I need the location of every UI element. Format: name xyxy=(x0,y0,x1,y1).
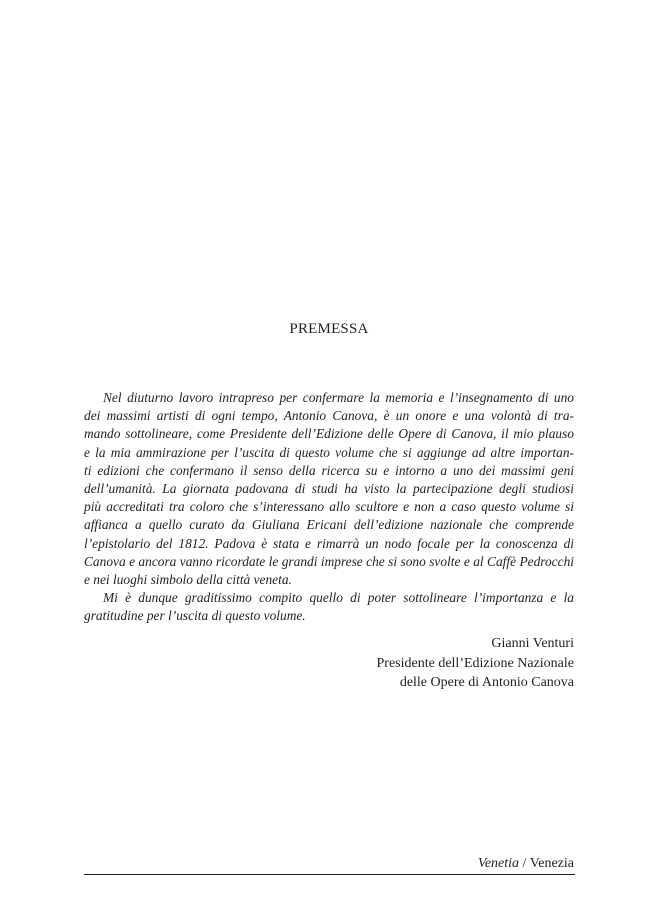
text-line: gratitudine per l’uscita di questo volume. xyxy=(84,608,306,624)
signatory-role-continued: delle Opere di Antonio Canova xyxy=(399,675,574,690)
text-line: affianca a quello curato da Giuliana Ericani dell’edizione nazionale che comprende xyxy=(84,517,574,533)
paragraph-1 xyxy=(84,389,574,589)
text-line: ti edizioni che confermano il senso della ricerca su e intorno a uno dei massimi geni xyxy=(84,462,574,478)
text-line: e la mia ammirazione per l’uscita di questo volume che si aggiunge ad altre importan- xyxy=(84,444,574,460)
page-title: PREMESSA xyxy=(289,321,369,337)
text-line: mando sottolineare, come Presidente dell’Edizione delle Opere di Canova, il mio plauso xyxy=(84,426,574,442)
text-line: Mi è dunque graditissimo compito quello di poter sottolineare l’importanza e la xyxy=(103,590,574,606)
running-footer xyxy=(478,856,574,872)
preface-body xyxy=(84,389,574,626)
footer-title-italic: Venetia xyxy=(477,856,520,871)
footer-rule xyxy=(84,874,575,875)
text-line: l’epistolario del 1812. Padova è stata e rimarrà un nodo focale per la conoscenza di xyxy=(84,535,574,551)
text-line: Canova e ancora vanno ricordate le grandi imprese che si sono svolte e al Caffè Pedrocchi xyxy=(84,553,574,569)
text-line: più accreditati tra coloro che s’interessano allo scultore e non a caso questo volume si xyxy=(84,499,574,515)
text-line: e nei luoghi simbolo della città veneta. xyxy=(84,572,292,588)
text-line: Nel diuturno lavoro intrapreso per confermare la memoria e l’insegnamento di uno xyxy=(103,390,574,405)
paragraph-2 xyxy=(84,589,574,625)
signatory-role: Presidente dell’Edizione Nazionale xyxy=(376,655,574,671)
signatory-name: Gianni Venturi xyxy=(491,636,574,651)
footer-separator: / xyxy=(519,856,530,871)
text-line: dell’umanità. La giornata padovana di studi ha visto la partecipazione degli studiosi xyxy=(84,481,574,497)
text-line: dei massimi artisti di ogni tempo, Antonio Canova, è un onore e una volontà di tra- xyxy=(84,408,574,424)
footer-title-roman: Venezia xyxy=(529,856,574,871)
signature-block xyxy=(377,634,574,693)
